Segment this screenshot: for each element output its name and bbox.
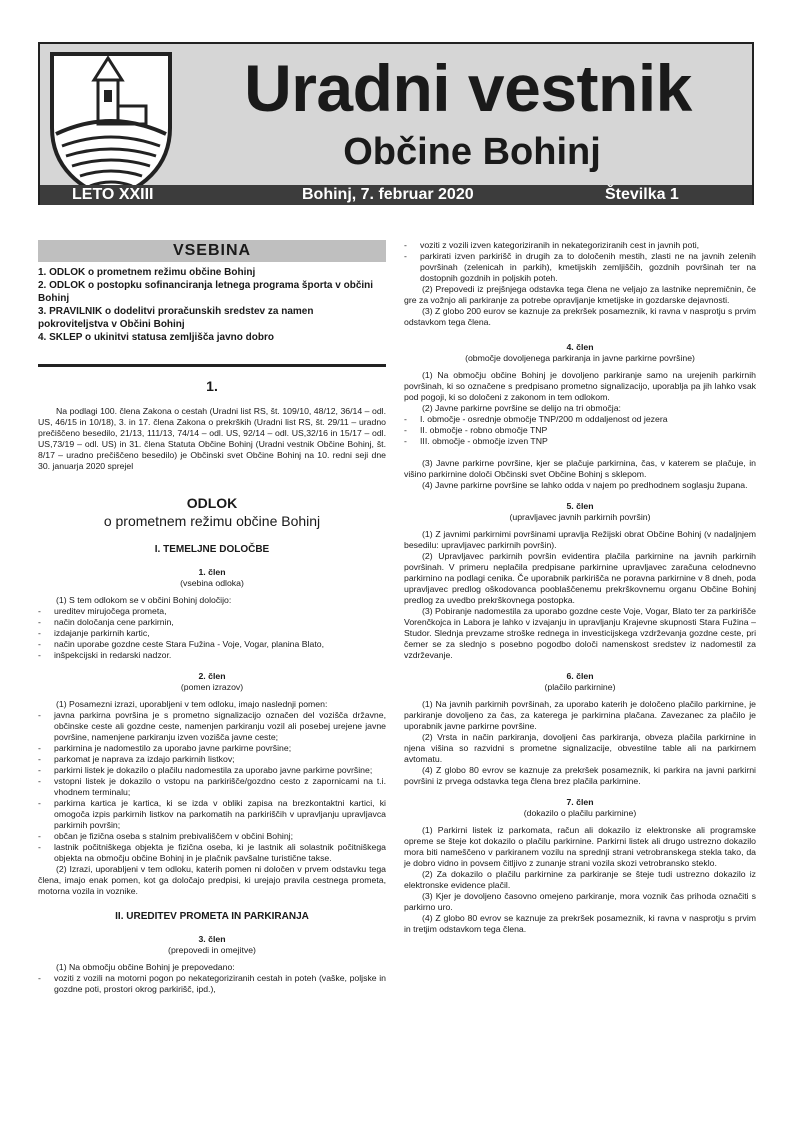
article-title: 4. člen bbox=[566, 342, 594, 352]
article-list bbox=[38, 973, 386, 995]
article-title: 1. člen bbox=[198, 567, 226, 577]
article-title: 6. člen bbox=[566, 671, 594, 681]
document-subtitle: o prometnem režimu občine Bohinj bbox=[103, 513, 321, 529]
bohinj-coat-of-arms-icon bbox=[48, 50, 174, 200]
paragraph: (1) S tem odlokom se v občini Bohinj določijo: bbox=[56, 595, 232, 605]
list-item: - ureditev mirujočega prometa, bbox=[38, 606, 386, 617]
list-item: - način uporabe gozdne ceste Stara Fužina - Voje, Vogar, planina Blato, bbox=[38, 639, 386, 650]
list-item: - način določanja cene parkirnin, bbox=[38, 617, 386, 628]
list-item: - parkomat je naprava za izdajo parkirnih listkov; bbox=[38, 754, 386, 765]
list-item: - vstopni listek je dokazilo o vstopu na parkirišče/gozdno cesto z zapornicami na t.i. vhodnem terminalu; bbox=[38, 776, 386, 798]
list-item: - parkirati izven parkirišč in drugih za to določenih mestih, zlasti ne na javnih zelenih površinah (zelenicah in parkih), kmetijskih zemljiščih, gozdnih površinah ter na dostopnih gozdnih in poljskih poteh. bbox=[404, 251, 756, 284]
list-item: - občan je fizična oseba s stalnim prebivališčem v občini Bohinj; bbox=[38, 831, 386, 842]
toc-item[interactable]: 1. ODLOK o prometnem režimu občine Bohinj bbox=[38, 267, 256, 278]
paragraph: (2) Prepovedi iz prejšnjega odstavka tega člena ne veljajo za lastnike nepremičnin, če gre za vožnjo ali parkiranje za potrebe opravljanje kmetijske in gozdarske dejavnosti. bbox=[404, 284, 756, 305]
document-title: ODLOK bbox=[186, 495, 238, 511]
section-divider bbox=[38, 364, 386, 367]
paragraph: (1) Na območju občine Bohinj je prepovedano: bbox=[56, 962, 235, 972]
chapter-heading: II. UREDITEV PROMETA IN PARKIRANJA bbox=[115, 911, 309, 922]
paragraph: (2) Izrazi, uporabljeni v tem odloku, katerih pomen ni določen v prvem odstavku tega člena, imajo enak pomen, kot ga določajo predpisi, ki urejajo pravila cestnega prometa, motorna vozila in voznike. bbox=[38, 864, 386, 896]
paragraph: (3) Z globo 200 eurov se kaznuje za prekršek posameznik, ki ravna v nasprotju s prvim odstavkom tega člena. bbox=[404, 306, 756, 327]
list-item: - parkirna kartica je kartica, ki se izda v obliki zapisa na brezkontaktni kartici, ki omogoča izpis parkirnih listkov na parkomatih na parkiriščih v upravljanju upravljavca parkirnih površin; bbox=[38, 798, 386, 831]
paragraph: (4) Javne parkirne površine se lahko odda v najem po predhodnem soglasju župana. bbox=[422, 480, 748, 490]
issue-number: Številka 1 bbox=[605, 186, 679, 203]
paragraph: (3) Javne parkirne površine, kjer se plačuje parkirnina, čas, v katerem se plačuje, in višino parkirnine določi Občinski svet Občine Bohinj s sklepom. bbox=[404, 458, 756, 479]
list-item: - voziti z vozili na motorni pogon po nekategoriziranih cestah in poteh (vaške, poljske in gozdne poti, prostori okrog parkirišč, ipd.), bbox=[38, 973, 386, 995]
left-column bbox=[38, 240, 386, 995]
volume-label: LETO XXIII bbox=[72, 186, 154, 203]
article-subtitle: (prepovedi in omejitve) bbox=[168, 945, 256, 955]
chapter-heading: I. TEMELJNE DOLOČBE bbox=[154, 544, 270, 555]
article-title: 2. člen bbox=[198, 671, 226, 681]
article-subtitle: (pomen izrazov) bbox=[180, 682, 244, 692]
paragraph: (2) Vrsta in način parkiranja, dovoljeni čas parkiranja, obveza plačila parkirnine in njena višina so razvidni s prometne signalizacije, obvestilne table ali na parkirnem avtomatu. bbox=[404, 732, 756, 764]
paragraph: (1) Posamezni izrazi, uporabljeni v tem odloku, imajo naslednji pomen: bbox=[56, 699, 328, 709]
right-column bbox=[404, 240, 756, 935]
list-item: - inšpekcijski in redarski nadzor. bbox=[38, 650, 386, 661]
article-title: 5. člen bbox=[566, 501, 594, 511]
publication-title: Uradni vestnik bbox=[244, 51, 692, 125]
issue-info-bar bbox=[40, 185, 752, 205]
article-subtitle: (vsebina odloka) bbox=[180, 578, 244, 588]
paragraph: (1) Na javnih parkirnih površinah, za uporabo katerih je določeno plačilo parkirnine, je parkiranje dovoljeno za čas, za katerega je parkirnina plačana. Zavezanec za plačilo je uporabnik javne parkirne površine. bbox=[404, 699, 756, 731]
masthead bbox=[38, 42, 754, 205]
paragraph: (1) Z javnimi parkirnimi površinami upravlja Režijski obrat Občine Bohinj (v nadaljnjem besedilu: upravljavec parkirnih površin). bbox=[404, 529, 756, 550]
article-subtitle: (območje dovoljenega parkiranja in javne parkirne površine) bbox=[465, 353, 695, 363]
paragraph: (2) Za dokazilo o plačilu parkirnine za parkiranje se šteje tudi ustrezno dokazilo iz elektronske evidence plačil. bbox=[404, 869, 756, 890]
toc-item[interactable]: 4. SKLEP o ukinitvi statusa zemljišča javno dobro bbox=[38, 332, 274, 343]
article-list bbox=[38, 606, 386, 661]
article-title: 3. člen bbox=[198, 934, 226, 944]
toc-item[interactable]: 3. PRAVILNIK o dodelitvi proračunskih sredstev za namen pokroviteljstva v Občini Bohinj bbox=[38, 306, 314, 330]
paragraph: (4) Z globo 80 evrov se kaznuje za prekršek posameznik, ki parkira na javni parkirni površini iz prvega odstavka tega člena brez plačila parkirnine. bbox=[404, 765, 756, 786]
article-subtitle: (plačilo parkirnine) bbox=[544, 682, 616, 692]
paragraph: (2) Upravljavec parkirnih površin evidentira plačila parkirnine na javnih parkirnih površinah. V primeru neplačila predpisane parkirnine upravljavec zaračuna celodnevno parkirnino na podlagi cenika. Če uporabnik parkirišča ne poravna parkirnine v 8 dneh, poda upravljavec predlog oškodovanca pooblaščenemu prekrškovnemu organu Občine Bohinj predlog za uvedbo prekrškovnega postopka. bbox=[404, 551, 756, 605]
list-item: - voziti z vozili izven kategoriziranih in nekategoriziranih cest in javnih poti, bbox=[404, 240, 756, 251]
toc-item[interactable]: 2. ODLOK o postopku sofinanciranja letnega programa športa v občini Bohinj bbox=[38, 280, 374, 304]
list-item: - parkirnina je nadomestilo za uporabo javne parkirne površine; bbox=[38, 743, 386, 754]
publication-subtitle: Občine Bohinj bbox=[343, 131, 601, 173]
paragraph: (3) Pobiranje nadomestila za uporabo gozdne ceste Voje, Vogar, Blato ter za parkirišče Vorenčkojca in Labora je lahko v izvajanju in upravljanju Krajevne skupnosti Stara Fužina – Studor. Slednja prevzame stroške rednega in investicijskega vzdrževanja gozdne ceste, pri čemer se za slednjo s posebno pogodbo določi namenskost sredstev iz nadomestil za vzdrževanje. bbox=[404, 606, 756, 660]
toc-heading: VSEBINA bbox=[38, 240, 386, 262]
preamble: Na podlagi 100. člena Zakona o cestah (Uradni list RS, št. 109/10, 48/12, 36/14 – odl. US, 46/15 in 10/18), 3. in 17. člena Zakona o prekrških (Uradni list RS, št. 29/11 – uradno prečiščeno besedilo, 21/13, 111/13, 74/14 – odl. US, 92/14 – odl. US,32/16 in 15/17 – odl. US,73/19 – odl. US) in 31. člena Statuta Občine Bohinj (Uradni vestnik Občine Bohinj, št. 8/17 – uradno prečiščeno besedilo) je Občinski svet Občine Bohinj na 10. redni seji dne 30. januarja 2020 sprejel bbox=[38, 406, 386, 471]
paragraph: (3) Kjer je dovoljeno časovno omejeno parkiranje, mora voznik čas prihoda označiti s parkirno uro. bbox=[404, 891, 756, 912]
article-subtitle: (dokazilo o plačilu parkirnine) bbox=[523, 808, 637, 818]
list-item: - III. območje - območje izven TNP bbox=[404, 436, 756, 447]
issue-date: Bohinj, 7. februar 2020 bbox=[302, 186, 474, 203]
list-item: - II. območje - robno območje TNP bbox=[404, 425, 756, 436]
paragraph: (1) Na območju občine Bohinj je dovoljeno parkiranje samo na urejenih parkirnih površinah, ki so označene s predpisano prometno signalizacijo, uporablja pa jih lahko vsak pod pogoji, ki so določeni z zakonom in tem odlokom. bbox=[404, 370, 756, 402]
section-number: 1. bbox=[206, 378, 218, 394]
list-item: - I. območje - osrednje območje TNP/200 m oddaljenost od jezera bbox=[404, 414, 756, 425]
article-subtitle: (upravljavec javnih parkirnih površin) bbox=[509, 512, 651, 522]
paragraph: (1) Parkirni listek iz parkomata, račun ali dokazilo iz elektronske ali programske opreme se šteje kot dokazilo o plačilu parkirnine. Parkirni listek ali drugo ustrezno dokazilo mora biti nameščeno v parkiranem vozilu na sprednji strani vetrobranskega stekla tako, da je dobro vidno in povsem čitljivo z zunanje strani vozila skozi vetrobransko steklo. bbox=[404, 825, 756, 868]
list-item: - lastnik počitniškega objekta je fizična oseba, ki je lastnik ali solastnik počitniškega objekta na območju občine Bohinj in je plačnik pavšalne turistične takse. bbox=[38, 842, 386, 864]
list-item: - javna parkirna površina je s prometno signalizacijo označen del vozišča državne, občinske ceste ali gozdne ceste, namenjen parkiranju vozil ali posebej urejene javne površine, namenjene parkiranju izven vozišča javne ceste; bbox=[38, 710, 386, 743]
article-list bbox=[404, 240, 756, 284]
article-list bbox=[404, 414, 756, 447]
paragraph: (2) Javne parkirne površine se delijo na tri območja: bbox=[422, 403, 621, 413]
article-title: 7. člen bbox=[566, 797, 594, 807]
list-item: - izdajanje parkirnih kartic, bbox=[38, 628, 386, 639]
paragraph: (4) Z globo 80 evrov se kaznuje za prekršek posameznik, ki ravna v nasprotju s prvim in tretjim odstavkom tega člena. bbox=[404, 913, 756, 934]
article-list bbox=[38, 710, 386, 864]
list-item: - parkirni listek je dokazilo o plačilu nadomestila za uporabo javne parkirne površine; bbox=[38, 765, 386, 776]
